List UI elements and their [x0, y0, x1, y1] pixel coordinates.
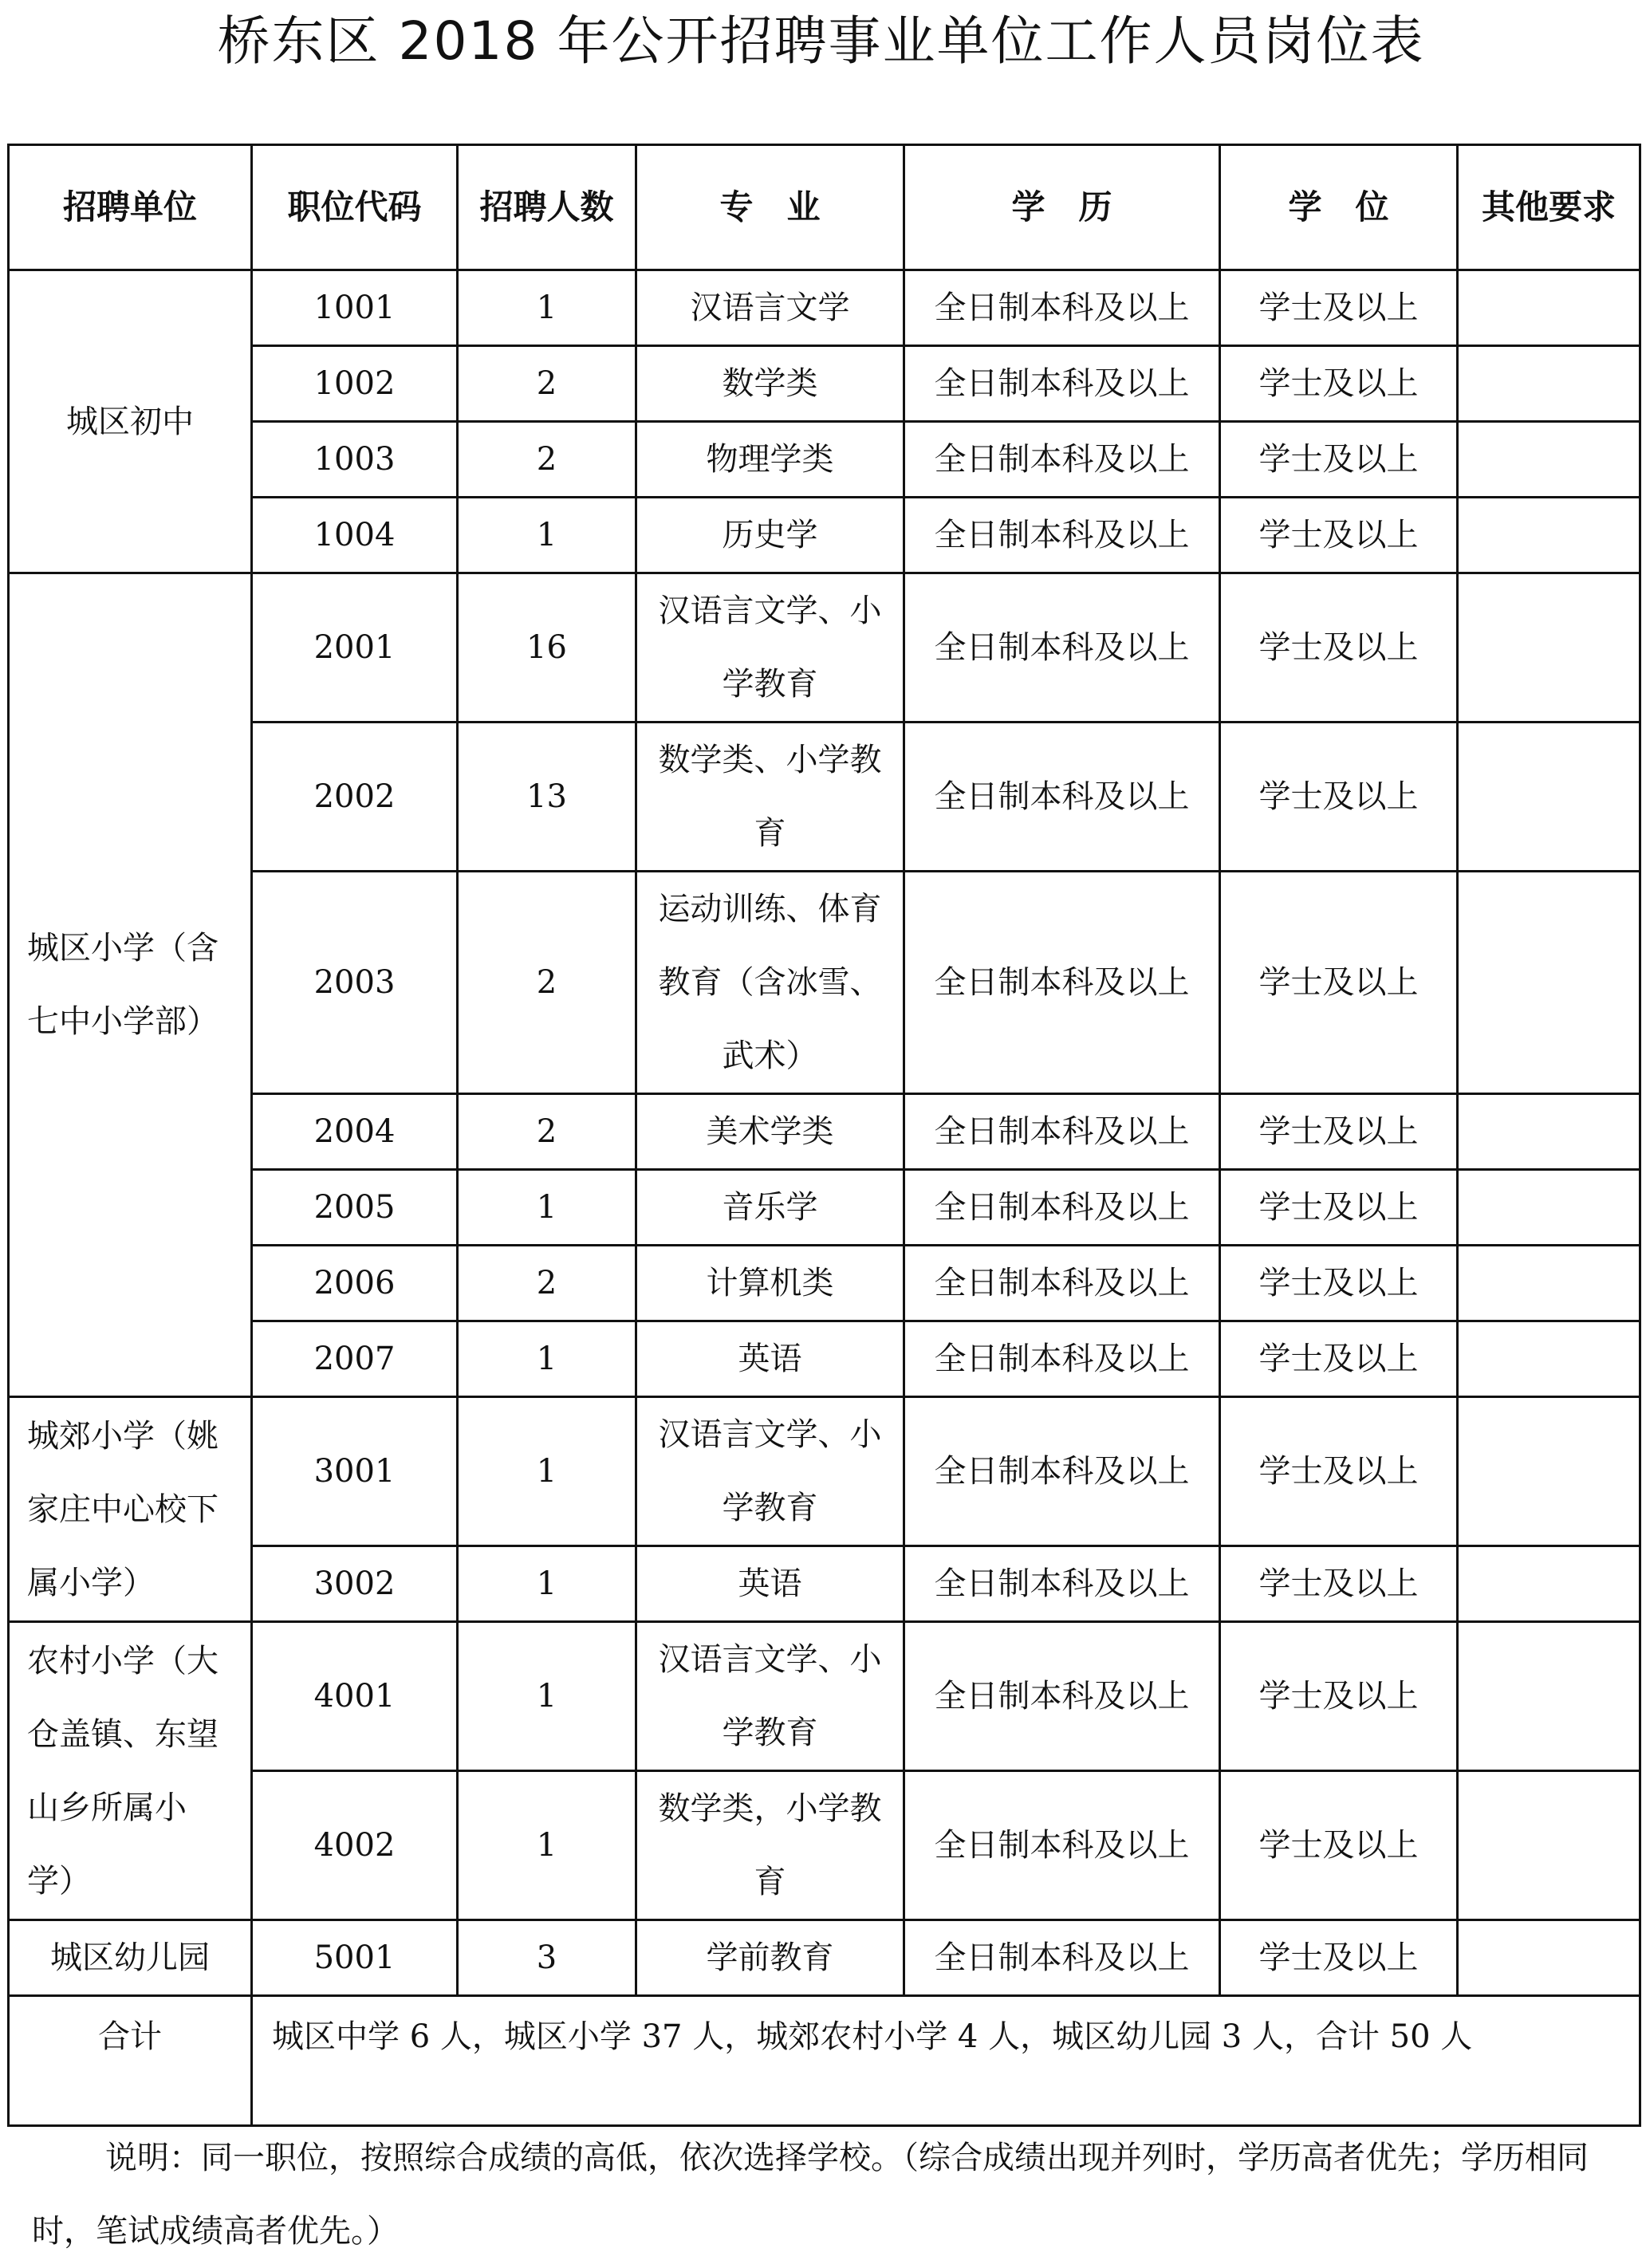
education-cell: 全日制本科及以上	[904, 346, 1220, 422]
degree-cell: 学士及以上	[1220, 270, 1458, 346]
header-unit: 招聘单位	[9, 145, 252, 270]
page-title: 桥东区 2018 年公开招聘事业单位工作人员岗位表	[217, 10, 1425, 72]
degree-cell: 学士及以上	[1220, 422, 1458, 498]
count-cell: 2	[458, 1246, 636, 1321]
code-cell: 4002	[252, 1771, 458, 1920]
table-row	[9, 1246, 1640, 1321]
count-cell: 2	[458, 422, 636, 498]
other-cell	[1458, 1771, 1640, 1920]
code-cell: 1004	[252, 498, 458, 573]
degree-cell: 学士及以上	[1220, 1170, 1458, 1246]
count-cell: 1	[458, 1771, 636, 1920]
code-cell: 3001	[252, 1397, 458, 1546]
degree-cell: 学士及以上	[1220, 1321, 1458, 1397]
education-cell: 全日制本科及以上	[904, 1771, 1220, 1920]
major-cell: 汉语言文学、小学教育	[636, 1622, 904, 1771]
table-row	[9, 1622, 1640, 1771]
count-cell: 3	[458, 1920, 636, 1996]
table-row	[9, 1321, 1640, 1397]
education-cell: 全日制本科及以上	[904, 1622, 1220, 1771]
degree-cell: 学士及以上	[1220, 1546, 1458, 1622]
code-cell: 2003	[252, 872, 458, 1094]
education-cell: 全日制本科及以上	[904, 1246, 1220, 1321]
table-row	[9, 346, 1640, 422]
other-cell	[1458, 498, 1640, 573]
education-cell: 全日制本科及以上	[904, 270, 1220, 346]
code-cell: 5001	[252, 1920, 458, 1996]
other-cell	[1458, 723, 1640, 872]
other-cell	[1458, 872, 1640, 1094]
major-cell: 数学类，小学教育	[636, 1771, 904, 1920]
major-cell: 汉语言文学	[636, 270, 904, 346]
education-cell: 全日制本科及以上	[904, 422, 1220, 498]
major-cell: 物理学类	[636, 422, 904, 498]
other-cell	[1458, 1246, 1640, 1321]
count-cell: 1	[458, 270, 636, 346]
unit-cell: 城区小学（含七中小学部）	[9, 573, 252, 1397]
table-header-row	[9, 145, 1640, 270]
count-cell: 2	[458, 1094, 636, 1170]
header-major: 专 业	[636, 145, 904, 270]
major-cell: 汉语言文学、小学教育	[636, 573, 904, 723]
education-cell: 全日制本科及以上	[904, 1094, 1220, 1170]
degree-cell: 学士及以上	[1220, 1246, 1458, 1321]
footnote: 说明：同一职位，按照综合成绩的高低，依次选择学校。（综合成绩出现并列时，学历高者优先；学历相同时，笔试成绩高者优先。）	[32, 2140, 1589, 2250]
education-cell: 全日制本科及以上	[904, 1920, 1220, 1996]
other-cell	[1458, 573, 1640, 723]
table-row	[9, 1920, 1640, 1996]
code-cell: 2001	[252, 573, 458, 723]
code-cell: 2004	[252, 1094, 458, 1170]
major-cell: 数学类	[636, 346, 904, 422]
code-cell: 4001	[252, 1622, 458, 1771]
count-cell: 1	[458, 1321, 636, 1397]
table-row	[9, 573, 1640, 723]
degree-cell: 学士及以上	[1220, 1920, 1458, 1996]
other-cell	[1458, 1920, 1640, 1996]
code-cell: 2007	[252, 1321, 458, 1397]
count-cell: 1	[458, 1170, 636, 1246]
header-count: 招聘人数	[458, 145, 636, 270]
degree-cell: 学士及以上	[1220, 573, 1458, 723]
code-cell: 2006	[252, 1246, 458, 1321]
count-cell: 2	[458, 346, 636, 422]
header-degree: 学 位	[1220, 145, 1458, 270]
total-row	[9, 1996, 1640, 2126]
education-cell: 全日制本科及以上	[904, 573, 1220, 723]
table-row	[9, 422, 1640, 498]
table-row	[9, 1771, 1640, 1920]
major-cell: 英语	[636, 1321, 904, 1397]
degree-cell: 学士及以上	[1220, 498, 1458, 573]
education-cell: 全日制本科及以上	[904, 1546, 1220, 1622]
header-other: 其他要求	[1458, 145, 1640, 270]
other-cell	[1458, 1397, 1640, 1546]
major-cell: 学前教育	[636, 1920, 904, 1996]
code-cell: 1003	[252, 422, 458, 498]
table-row	[9, 723, 1640, 872]
other-cell	[1458, 270, 1640, 346]
table-row	[9, 1546, 1640, 1622]
count-cell: 1	[458, 1397, 636, 1546]
unit-cell: 城区初中	[9, 270, 252, 573]
other-cell	[1458, 346, 1640, 422]
education-cell: 全日制本科及以上	[904, 1170, 1220, 1246]
table-row	[9, 1170, 1640, 1246]
education-cell: 全日制本科及以上	[904, 498, 1220, 573]
recruitment-table	[7, 144, 1641, 2127]
count-cell: 2	[458, 872, 636, 1094]
major-cell: 历史学	[636, 498, 904, 573]
code-cell: 2005	[252, 1170, 458, 1246]
education-cell: 全日制本科及以上	[904, 1321, 1220, 1397]
major-cell: 英语	[636, 1546, 904, 1622]
education-cell: 全日制本科及以上	[904, 872, 1220, 1094]
unit-cell: 城区幼儿园	[9, 1920, 252, 1996]
header-code: 职位代码	[252, 145, 458, 270]
other-cell	[1458, 1094, 1640, 1170]
count-cell: 1	[458, 498, 636, 573]
table-row	[9, 1397, 1640, 1546]
other-cell	[1458, 1546, 1640, 1622]
header-education: 学 历	[904, 145, 1220, 270]
other-cell	[1458, 1321, 1640, 1397]
code-cell: 3002	[252, 1546, 458, 1622]
major-cell: 计算机类	[636, 1246, 904, 1321]
major-cell: 数学类、小学教育	[636, 723, 904, 872]
major-cell: 汉语言文学、小学教育	[636, 1397, 904, 1546]
total-summary: 城区中学 6 人，城区小学 37 人，城郊农村小学 4 人，城区幼儿园 3 人，合计 50 人	[252, 1996, 1640, 2126]
major-cell: 运动训练、体育教育（含冰雪、武术）	[636, 872, 904, 1094]
degree-cell: 学士及以上	[1220, 1622, 1458, 1771]
code-cell: 1001	[252, 270, 458, 346]
major-cell: 音乐学	[636, 1170, 904, 1246]
other-cell	[1458, 422, 1640, 498]
code-cell: 2002	[252, 723, 458, 872]
other-cell	[1458, 1170, 1640, 1246]
education-cell: 全日制本科及以上	[904, 1397, 1220, 1546]
table-row	[9, 270, 1640, 346]
unit-cell: 农村小学（大仓盖镇、东望山乡所属小学）	[9, 1622, 252, 1920]
table-row	[9, 1094, 1640, 1170]
code-cell: 1002	[252, 346, 458, 422]
degree-cell: 学士及以上	[1220, 1094, 1458, 1170]
degree-cell: 学士及以上	[1220, 1771, 1458, 1920]
degree-cell: 学士及以上	[1220, 1397, 1458, 1546]
degree-cell: 学士及以上	[1220, 723, 1458, 872]
education-cell: 全日制本科及以上	[904, 723, 1220, 872]
count-cell: 16	[458, 573, 636, 723]
count-cell: 13	[458, 723, 636, 872]
table-row	[9, 498, 1640, 573]
count-cell: 1	[458, 1546, 636, 1622]
count-cell: 1	[458, 1622, 636, 1771]
major-cell: 美术学类	[636, 1094, 904, 1170]
unit-cell: 城郊小学（姚家庄中心校下属小学）	[9, 1397, 252, 1622]
degree-cell: 学士及以上	[1220, 872, 1458, 1094]
other-cell	[1458, 1622, 1640, 1771]
table-row	[9, 872, 1640, 1094]
total-label: 合计	[9, 1996, 252, 2126]
degree-cell: 学士及以上	[1220, 346, 1458, 422]
